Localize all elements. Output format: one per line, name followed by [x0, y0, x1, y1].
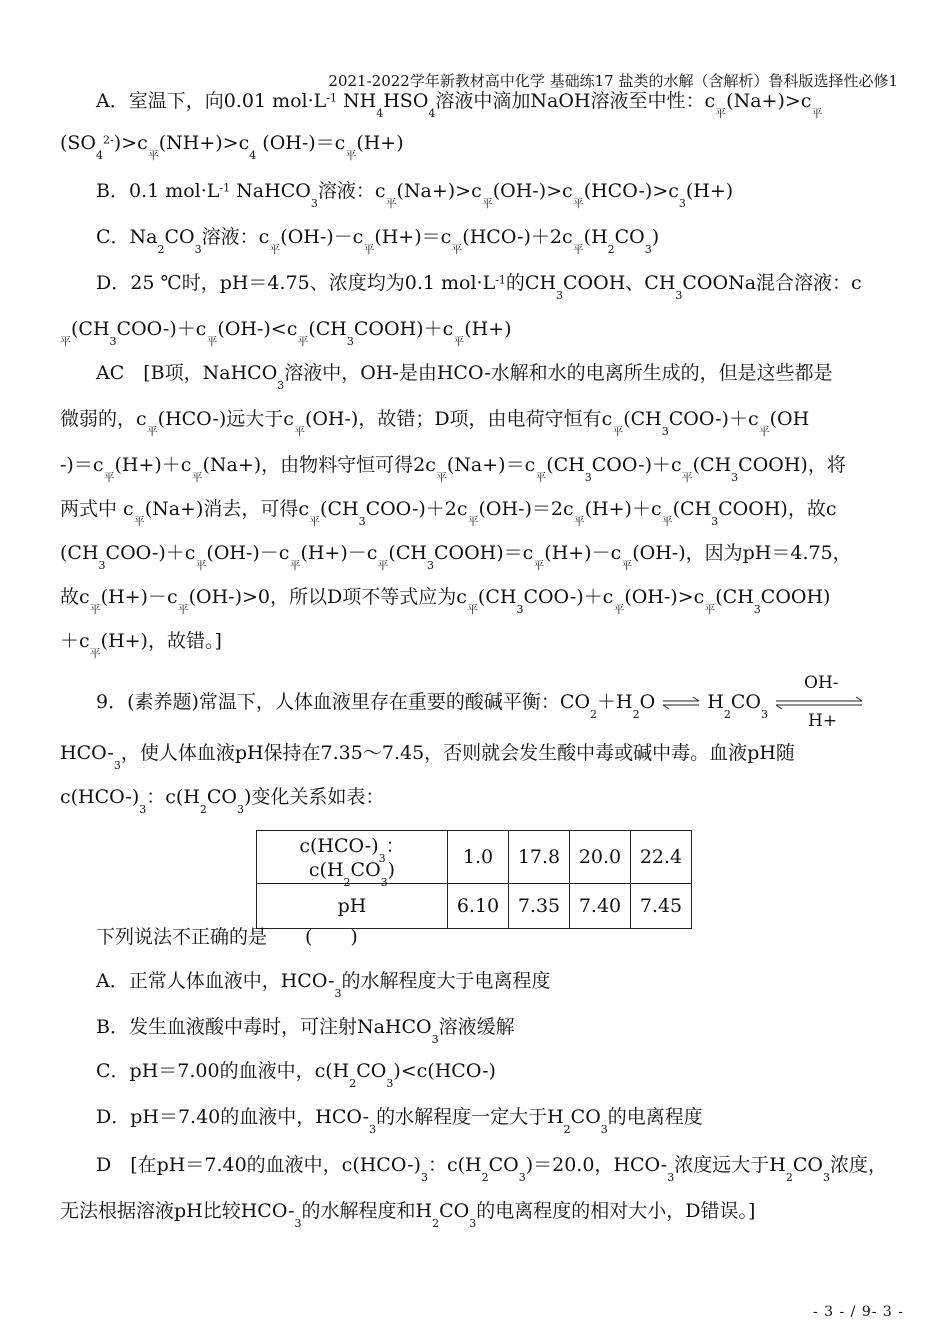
table-cell: 7.35: [509, 883, 570, 928]
q8-option-a-line2: $(SO_4^{2-})>c_平(NH+)>c_4$ $(OH-)=c_平(H+)$: [60, 132, 404, 162]
q9-option-d: D．pH＝7.40的血液中，HCO-$_3$的水解程度一定大于$H_2CO_3$的电离程度: [96, 1106, 703, 1136]
q8-answer-line3: $-)=c_平(H+)+c_平(Na+)$，由物料守恒可得$2c_平(Na+)=c_平(CH_3COO-)+c_平(CH_3COOH)$，将: [60, 454, 846, 484]
arrow-label-top: OH-: [804, 673, 839, 693]
table-cell: 7.40: [570, 883, 631, 928]
table-row: [257, 831, 692, 884]
q9-stem-line3: $c(HCO-)_3$：$c(H_2CO_3)$变化关系如表：: [60, 786, 385, 816]
q8-answer-line1: AC [B项，NaHCO$_3$溶液中，OH-是由HCO-水解和水的电离所生成的，但是这些都是: [96, 362, 833, 392]
q9-stem-line2: HCO-$_3$，使人体血液pH保持在7.35～7.45，否则就会发生酸中毒或碱中毒。血液pH随: [60, 742, 795, 772]
page-header: 2021-2022学年新教材高中化学 基础练17 盐类的水解（含解析）鲁科版选择性必修1: [328, 72, 898, 90]
arrow-label-bottom: H+: [808, 711, 838, 731]
q9-option-a: A．正常人体血液中，HCO-$_3$的水解程度大于电离程度: [96, 970, 551, 1000]
table-cell: 6.10: [448, 883, 509, 928]
q8-option-b: B．0.1 $mol\cdot L^{-1}$ NaHCO$_3$溶液：$c_平(Na+)>c_平(OH-)>c_平(HCO-)>c_3(H+)$: [96, 180, 734, 210]
table-header-ratio: $c(HCO-)_3$：$c(H_2CO_3)$: [257, 831, 448, 884]
q9-option-c: C．pH＝7.00的血液中，$c(H_2CO_3)<c(HCO-)$: [96, 1060, 496, 1090]
table-row: [257, 883, 692, 928]
table-cell: 17.8: [509, 831, 570, 884]
q9-answer-line1: D [在pH＝7.40的血液中，$c(HCO-)_3$：$c(H_2CO_3)=20.0$，HCO-$_3$浓度远大于$H_2CO_3$浓度，: [96, 1154, 887, 1184]
equilibrium-arrow-long-icon: [774, 696, 864, 710]
q8-answer-line5: $(CH_3COO-)+c_平(OH-)-c_平(H+)-c_平(CH_3COOH)=c_平(H+)-c_平(OH-)$，因为pH＝4.75，: [60, 542, 852, 572]
table-cell: 1.0: [448, 831, 509, 884]
table-cell: 22.4: [631, 831, 692, 884]
q9-prompt: 下列说法不正确的是 ( ): [96, 926, 358, 948]
q9-answer-line2: 无法根据溶液pH比较HCO-$_3$的水解程度和$H_2CO_3$的电离程度的相对大小，D错误。]: [60, 1200, 756, 1230]
q9-stem-line1: 9．(素养题)常温下，人体血液里存在重要的酸碱平衡：$CO_2+H_2O$ $H_2CO_3$ OH- H+: [96, 688, 898, 718]
q8-option-d-line1: D．25 ℃时，pH＝4.75、浓度均为0.1 $mol\cdot L^{-1}$的$CH_3COOH$、$CH_3COONa$混合溶液：c: [96, 272, 862, 302]
q8-answer-line6: 故$c_平(H+)-c_平(OH-)>0$，所以D项不等式应为$c_平(CH_3COO-)+c_平(OH-)>c_平(CH_3COOH)$: [60, 586, 831, 616]
page-number: - 3 - / 9- 3 -: [812, 1304, 904, 1320]
q8-answer-line4: 两式中 $c_平(Na+)$消去，可得$c_平(CH_3COO-)+2c_平(OH-)=2c_平(H+)+c_平(CH_3COOH)$，故c: [60, 498, 837, 528]
q8-answer-line7: $+c_平(H+)$，故错。]: [60, 630, 222, 660]
q8-option-a-line1: A．室温下，向0.01 $mol\cdot L^{-1}$ $NH_4HSO_4$溶液中滴加NaOH溶液至中性：$c_平(Na+)>c_平$: [96, 90, 823, 120]
equilibrium-arrow-labeled: [774, 673, 864, 731]
table-cell: 20.0: [570, 831, 631, 884]
q8-answer-line2: 微弱的，$c_平(HCO-)$远大于$c_平(OH-)$，故错；D项，由电荷守恒有$c_平(CH_3COO-)+c_平(OH$: [60, 408, 810, 438]
q8-option-d-line2: $_平(CH_3COO-)+c_平(OH-)<c_平(CH_3COOH)+c_平(H+)$: [60, 318, 512, 348]
q8-option-c: C．$Na_2CO_3$溶液：$c_平(OH-)-c_平(H+)=c_平(HCO-)+2c_平(H_2CO_3)$: [96, 226, 660, 256]
table-cell: 7.45: [631, 883, 692, 928]
ph-ratio-table: [256, 830, 692, 929]
table-header-ph: pH: [257, 883, 448, 928]
q9-option-b: B．发生血液酸中毒时，可注射NaHCO$_3$溶液缓解: [96, 1016, 515, 1046]
equilibrium-arrow-icon: [661, 696, 701, 710]
